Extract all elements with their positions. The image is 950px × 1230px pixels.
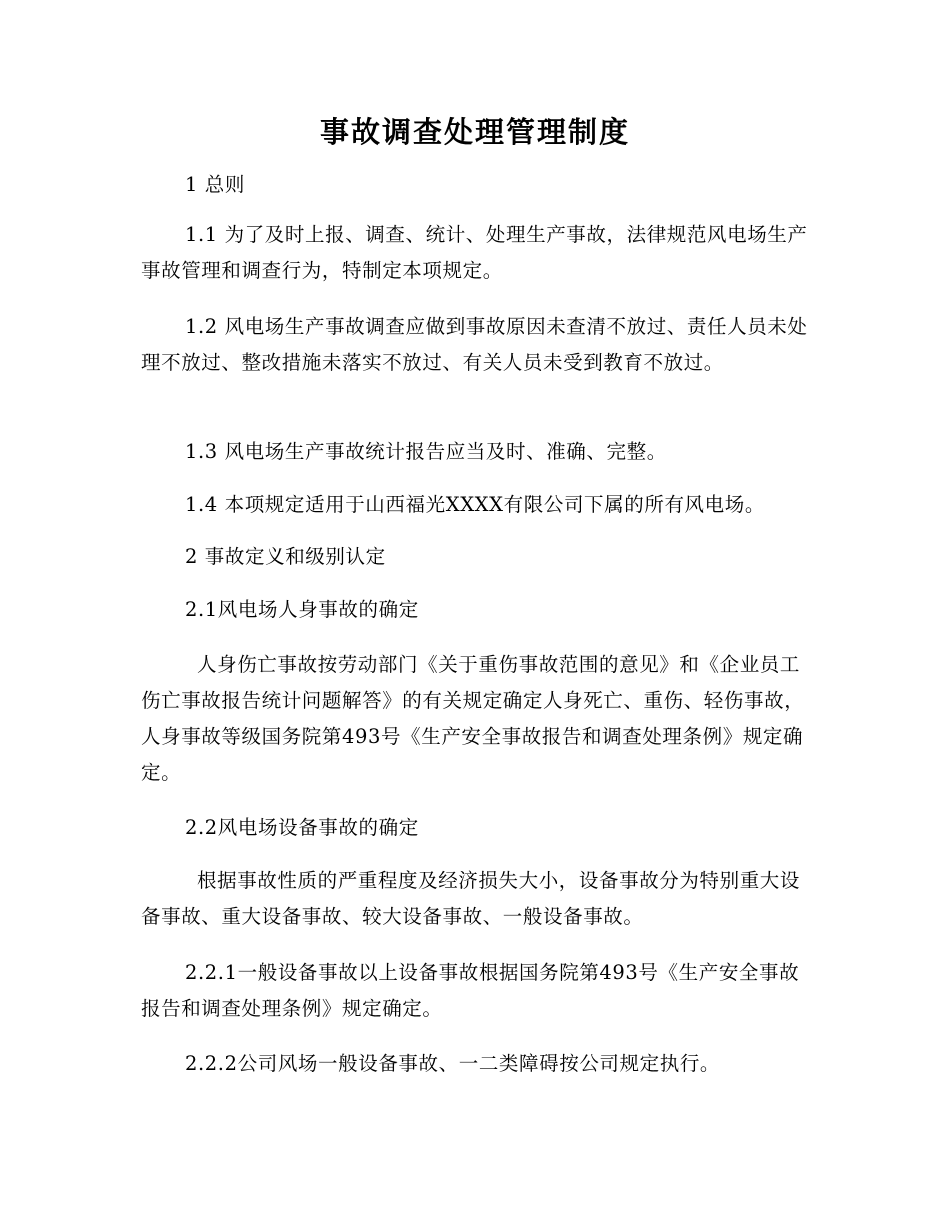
clause-2-2-2: 2.2.2公司风场一般设备事故、一二类障碍按公司规定执行。 [185,1052,721,1075]
clause-2-2: 2.2风电场设备事故的确定 [185,816,419,839]
clause-1-4: 1.4 本项规定适用于山西福光XXXX有限公司下属的所有风电场。 [185,493,765,516]
clause-2-1: 2.1风电场人身事故的确定 [185,598,419,621]
clause-2-1-body: 人身伤亡事故按劳动部门《关于重伤事故范围的意见》和《企业员工伤亡事故报告统计问题解答》的有关规定确定人身死亡、重伤、轻伤事故，人身事故等级国务院第493号《生产安全事故报告和调查处理条例》规定确定。 [141,653,805,784]
clause-2-2-body: 根据事故性质的严重程度及经济损失大小，设备事故分为特别重大设备事故、重大设备事故、较大设备事故、一般设备事故。 [141,869,801,928]
section-heading-general: 1 总则 [185,173,246,196]
clause-1-1: 1.1 为了及时上报、调查、统计、处理生产事故，法律规范风电场生产事故管理和调查行为，特制定本项规定。 [141,223,808,282]
section-heading-accident-definition: 2 事故定义和级别认定 [185,545,386,568]
clause-2-2-1: 2.2.1一般设备事故以上设备事故根据国务院第493号《生产安全事故报告和调查处理条例》规定确定。 [141,961,800,1020]
document-title: 事故调查处理管理制度 [319,115,630,149]
clause-1-3: 1.3 风电场生产事故统计报告应当及时、准确、完整。 [185,440,667,463]
clause-1-2: 1.2 风电场生产事故调查应做到事故原因未查清不放过、责任人员未处理不放过、整改措施未落实不放过、有关人员未受到教育不放过。 [141,315,808,374]
